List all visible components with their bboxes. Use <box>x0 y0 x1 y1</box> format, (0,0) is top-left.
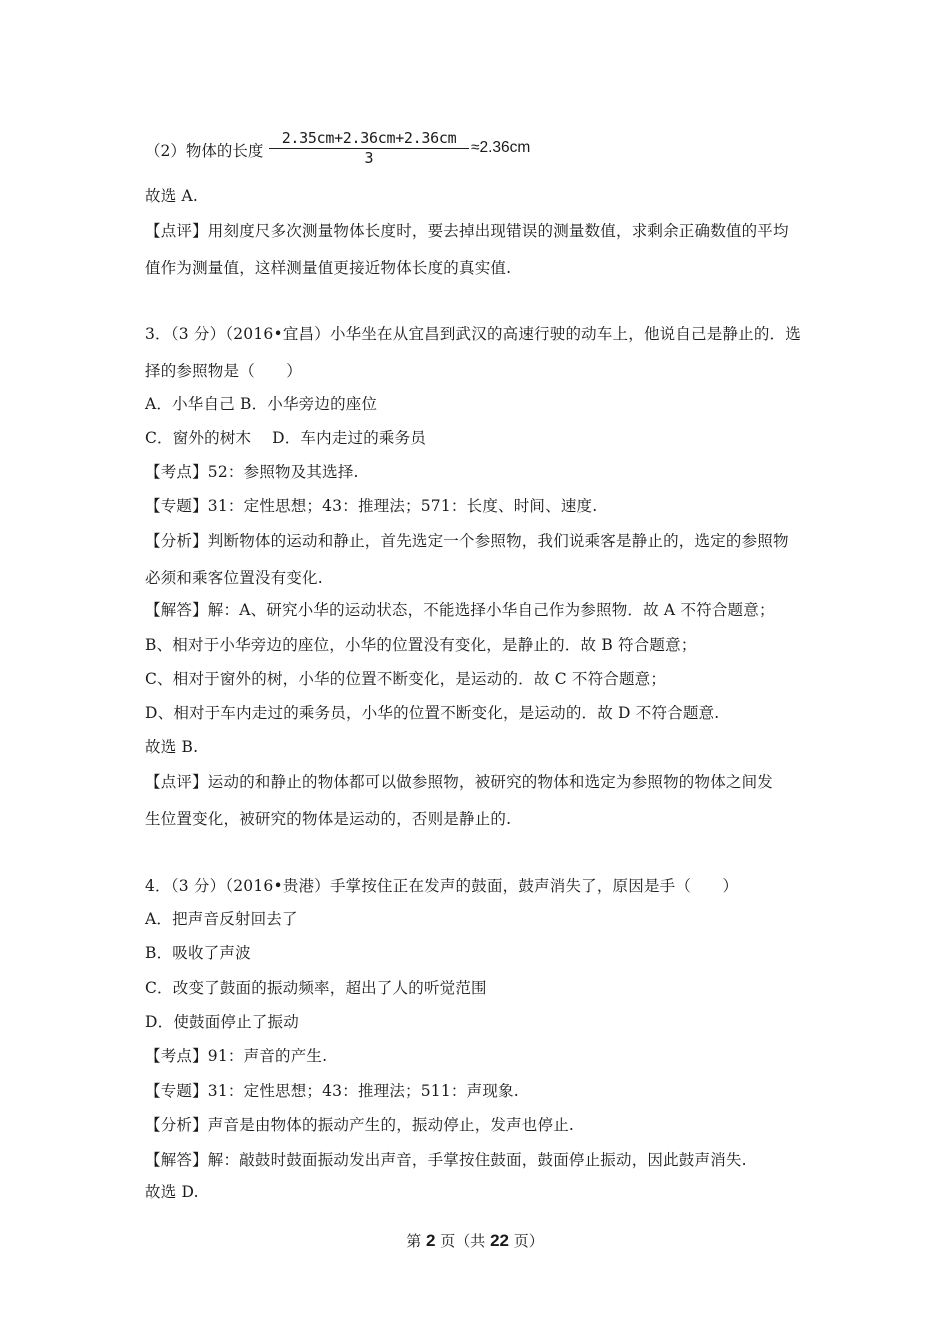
q3-comment-line2: 生位置变化，被研究的物体是运动的，否则是静止的. <box>145 810 512 828</box>
q4-jieda: 【解答】解：敲鼓时鼓面振动发出声音，手掌按住鼓面，鼓面停止振动，因此鼓声消失. <box>145 1151 747 1169</box>
length-result: ≈2.36cm <box>471 139 531 156</box>
q4-zhuanti: 【专题】31：定性思想；43：推理法；511：声现象. <box>145 1082 519 1100</box>
q4-option-c: C．改变了鼓面的振动频率，超出了人的听觉范围 <box>145 979 487 997</box>
footer-prefix: 第 <box>406 1232 422 1250</box>
q4-option-b: B．吸收了声波 <box>145 944 251 962</box>
length-prefix: （2）物体的长度 <box>145 142 264 160</box>
q3-stem-line1: 3．（3 分）（2016•宜昌）小华坐在从宜昌到武汉的高速行驶的动车上，他说自己是静止的．选 <box>145 325 801 343</box>
q3-stem-line2: 择的参照物是（ ） <box>145 362 303 380</box>
q3-options-ab: A．小华自己 B．小华旁边的座位 <box>145 395 378 413</box>
q4-kaodian: 【考点】91：声音的产生. <box>145 1047 328 1065</box>
footer-total-pages: 22 <box>490 1231 509 1250</box>
q3-jieda-line3: C、相对于窗外的树，小华的位置不断变化，是运动的．故 C 不符合题意； <box>145 670 667 688</box>
fraction-numerator: 2.35cm+2.36cm+2.36cm <box>269 129 469 149</box>
q4-choose: 故选 D. <box>145 1183 199 1201</box>
fraction-denominator: 3 <box>364 149 374 167</box>
q4-option-d: D．使鼓面停止了振动 <box>145 1013 299 1031</box>
footer-middle: 页（共 <box>440 1232 486 1250</box>
q3-comment-line1: 【点评】运动的和静止的物体都可以做参照物，被研究的物体和选定为参照物的物体之间发 <box>145 773 774 791</box>
q3-choose: 故选 B. <box>145 738 199 756</box>
q4-stem: 4．（3 分）（2016•贵港）手掌按住正在发声的鼓面，鼓声消失了，原因是手（ ） <box>145 877 739 895</box>
fraction <box>269 129 469 167</box>
q2-comment-line2: 值作为测量值，这样测量值更接近物体长度的真实值. <box>145 259 512 277</box>
q3-jieda-line1: 【解答】解：A、研究小华的运动状态，不能选择小华自己作为参照物．故 A 不符合题意； <box>145 601 775 619</box>
footer-page-number: 2 <box>426 1231 436 1250</box>
q3-fenxi-line2: 必须和乘客位置没有变化. <box>145 569 323 587</box>
page-footer <box>0 1230 950 1251</box>
q4-option-a: A．把声音反射回去了 <box>145 910 298 928</box>
q3-kaodian: 【考点】52：参照物及其选择. <box>145 463 359 481</box>
q2-comment-line1: 【点评】用刻度尺多次测量物体长度时，要去掉出现错误的测量数值，求剩余正确数值的平均 <box>145 222 789 240</box>
q2-choose: 故选 A. <box>145 187 199 205</box>
footer-suffix: 页） <box>513 1232 544 1250</box>
q3-jieda-line4: D、相对于车内走过的乘务员，小华的位置不断变化，是运动的．故 D 不符合题意. <box>145 704 720 722</box>
q3-zhuanti: 【专题】31：定性思想；43：推理法；571：长度、时间、速度. <box>145 497 598 515</box>
q3-options-cd: C．窗外的树木 D．车内走过的乘务员 <box>145 429 427 447</box>
q3-fenxi-line1: 【分析】判断物体的运动和静止，首先选定一个参照物，我们说乘客是静止的，选定的参照物 <box>145 532 789 550</box>
q4-fenxi: 【分析】声音是由物体的振动产生的，振动停止，发声也停止. <box>145 1116 575 1134</box>
q3-jieda-line2: B、相对于小华旁边的座位，小华的位置没有变化，是静止的．故 B 符合题意； <box>145 636 697 654</box>
